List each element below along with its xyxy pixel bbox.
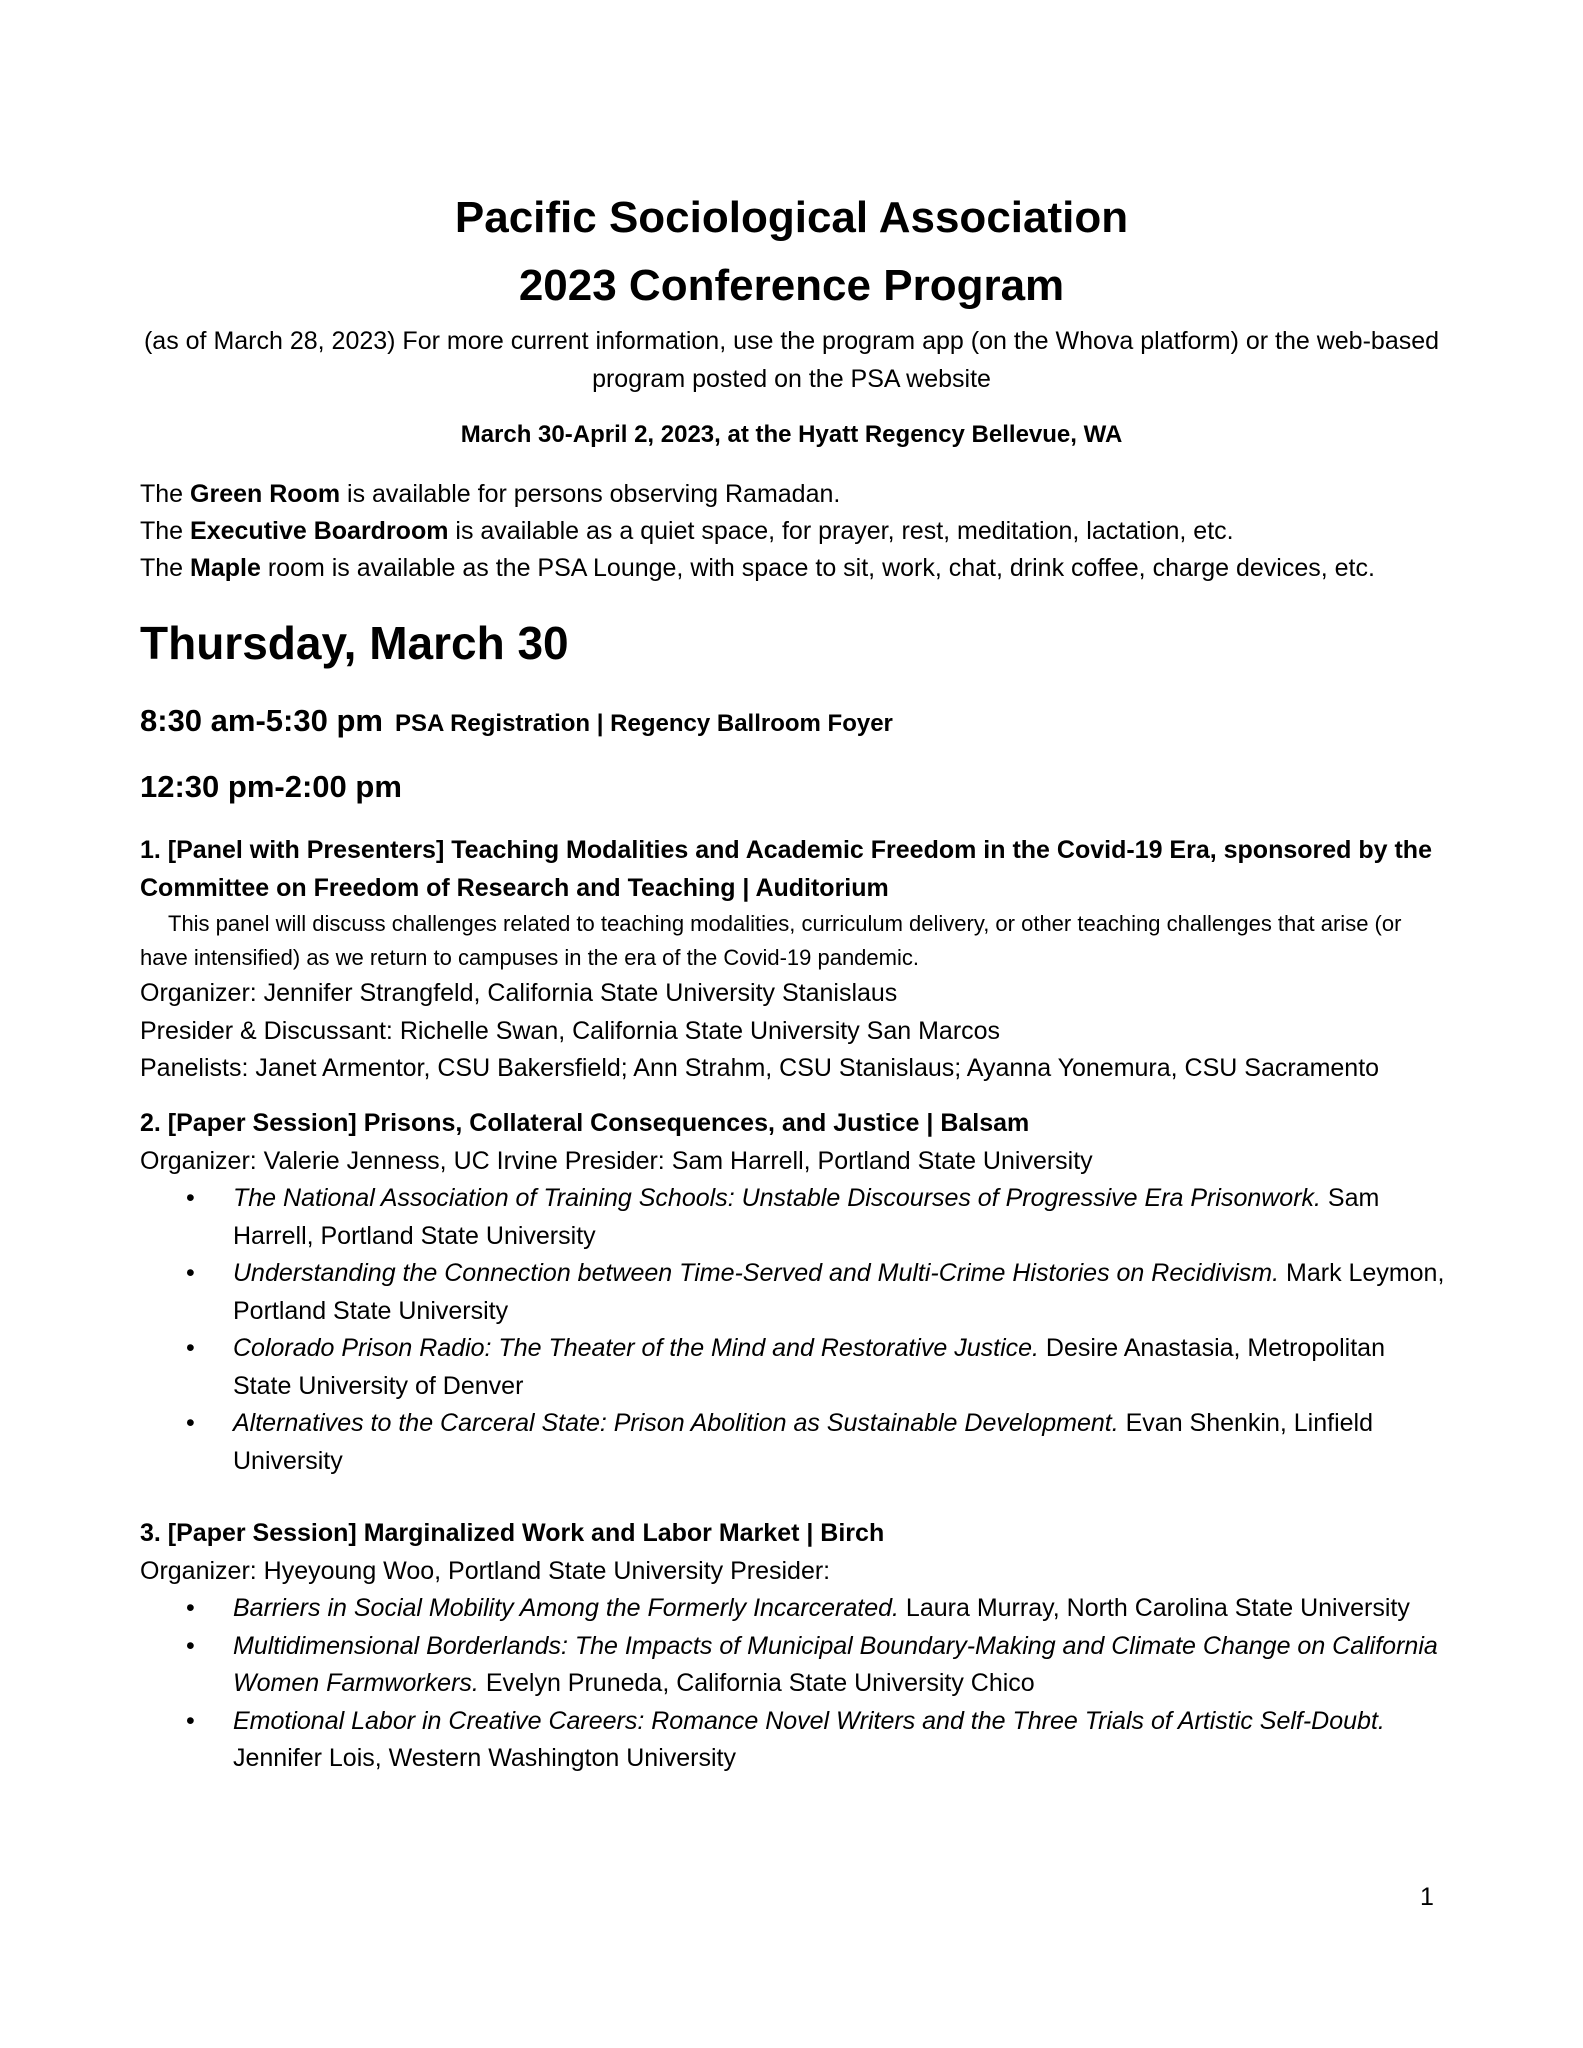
session-organizer: Organizer: Valerie Jenness, UC Irvine Presider: Sam Harrell, Portland State University [140,1146,1093,1175]
room-notice: The Executive Boardroom is available as a quiet space, for prayer, rest, meditation, lactation, etc. [140,517,1234,545]
session-panelists: Panelists: Janet Armentor, CSU Bakersfield; Ann Strahm, CSU Stanislaus; Ayanna Yonemura, CSU Sacramento [140,1054,1380,1082]
paper-item [140,1703,1450,1778]
paper-list [140,1180,1450,1480]
session-organizer: Organizer: Jennifer Strangfeld, California State University Stanislaus [140,979,898,1007]
room-name: Maple [190,554,261,582]
paper-item [140,1628,1450,1703]
paper-item [140,1180,1450,1255]
paper-author: Jennifer Lois, Western Washington University [233,1744,736,1772]
session-title: 2. [Paper Session] Prisons, Collateral Consequences, and Justice | Balsam [140,1109,1030,1137]
session-3 [140,1515,1450,1778]
document-subtitle: 2023 Conference Program [518,261,1065,310]
session-description: This panel will discuss challenges related to teaching modalities, curriculum delivery, or other teaching challenges that arise (or have intensified) as we return to campuses in the era of the Covid-19 pandemic. [140,911,1402,970]
session-title: 3. [Paper Session] Marginalized Work and Labor Market | Birch [140,1519,885,1547]
room-notice: The Maple room is available as the PSA Lounge, with space to sit, work, chat, drink coffee, charge devices, etc. [140,554,1375,582]
paper-author: Evan Shenkin, Linfield University [233,1409,1374,1475]
paper-author: Desire Anastasia, Metropolitan State University of Denver [233,1334,1385,1400]
room-name: Green Room [190,480,341,508]
paper-title: Alternatives to the Carceral State: Prison Abolition as Sustainable Development. [233,1409,1119,1437]
bullet-icon: • [186,1334,195,1362]
bullet-icon: • [186,1631,195,1660]
document-title: Pacific Sociological Association [454,193,1129,242]
session-2 [140,1105,1450,1480]
paper-author: Laura Murray, North Carolina State University [898,1594,1410,1622]
program-note: (as of March 28, 2023) For more current information, use the program app (on the Whova platform) or the web-based program posted on the PSA website [143,327,1440,393]
room-notice: The Green Room is available for persons observing Ramadan. [140,480,841,508]
registration-label: PSA Registration | Regency Ballroom Foyer [394,710,893,737]
paper-list [140,1590,1450,1778]
time-block-heading: 12:30 pm-2:00 pm [140,769,402,804]
session-presider: Presider & Discussant: Richelle Swan, California State University San Marcos [140,1016,1001,1045]
conference-dates: March 30-April 2, 2023, at the Hyatt Regency Bellevue, WA [460,421,1123,448]
session-title: 1. [Panel with Presenters] Teaching Modalities and Academic Freedom in the Covid-19 Era, sponsored by the Committee on Freedom of Research and Teaching | Auditorium [140,836,1432,902]
room-notices [140,476,1375,587]
bullet-icon: • [186,1409,195,1437]
paper-title: Emotional Labor in Creative Careers: Romance Novel Writers and the Three Trials of Artistic Self-Doubt. [233,1706,1385,1735]
day-heading: Thursday, March 30 [140,617,569,669]
paper-item [140,1405,1450,1480]
registration-line [140,700,893,742]
bullet-icon: • [186,1184,195,1212]
paper-item [140,1590,1450,1628]
paper-item [140,1330,1450,1405]
paper-title: Understanding the Connection between Time-Served and Multi-Crime Histories on Recidivism. [233,1259,1280,1287]
registration-time: 8:30 am-5:30 pm [140,703,383,738]
paper-author: Sam Harrell, Portland State University [233,1184,1380,1250]
bullet-icon: • [186,1594,195,1622]
paper-item [140,1255,1450,1330]
paper-title: The National Association of Training Schools: Unstable Discourses of Progressive Era Prisonwork. [233,1184,1321,1212]
session-organizer: Organizer: Hyeyoung Woo, Portland State University Presider: [140,1556,831,1585]
bullet-icon: • [186,1706,195,1735]
paper-author: Mark Leymon, Portland State University [233,1259,1445,1325]
session-1 [140,832,1450,1088]
paper-title: Colorado Prison Radio: The Theater of the Mind and Restorative Justice. [233,1334,1039,1362]
paper-author: Evelyn Pruneda, California State University Chico [478,1669,1035,1697]
page-number: 1 [1420,1883,1434,1911]
bullet-icon: • [186,1259,195,1287]
room-name: Executive Boardroom [190,517,449,545]
paper-title: Multidimensional Borderlands: The Impacts of Municipal Boundary-Making and Climate Change on California Women Farmworkers. [233,1631,1438,1697]
paper-title: Barriers in Social Mobility Among the Formerly Incarcerated. [233,1594,899,1622]
